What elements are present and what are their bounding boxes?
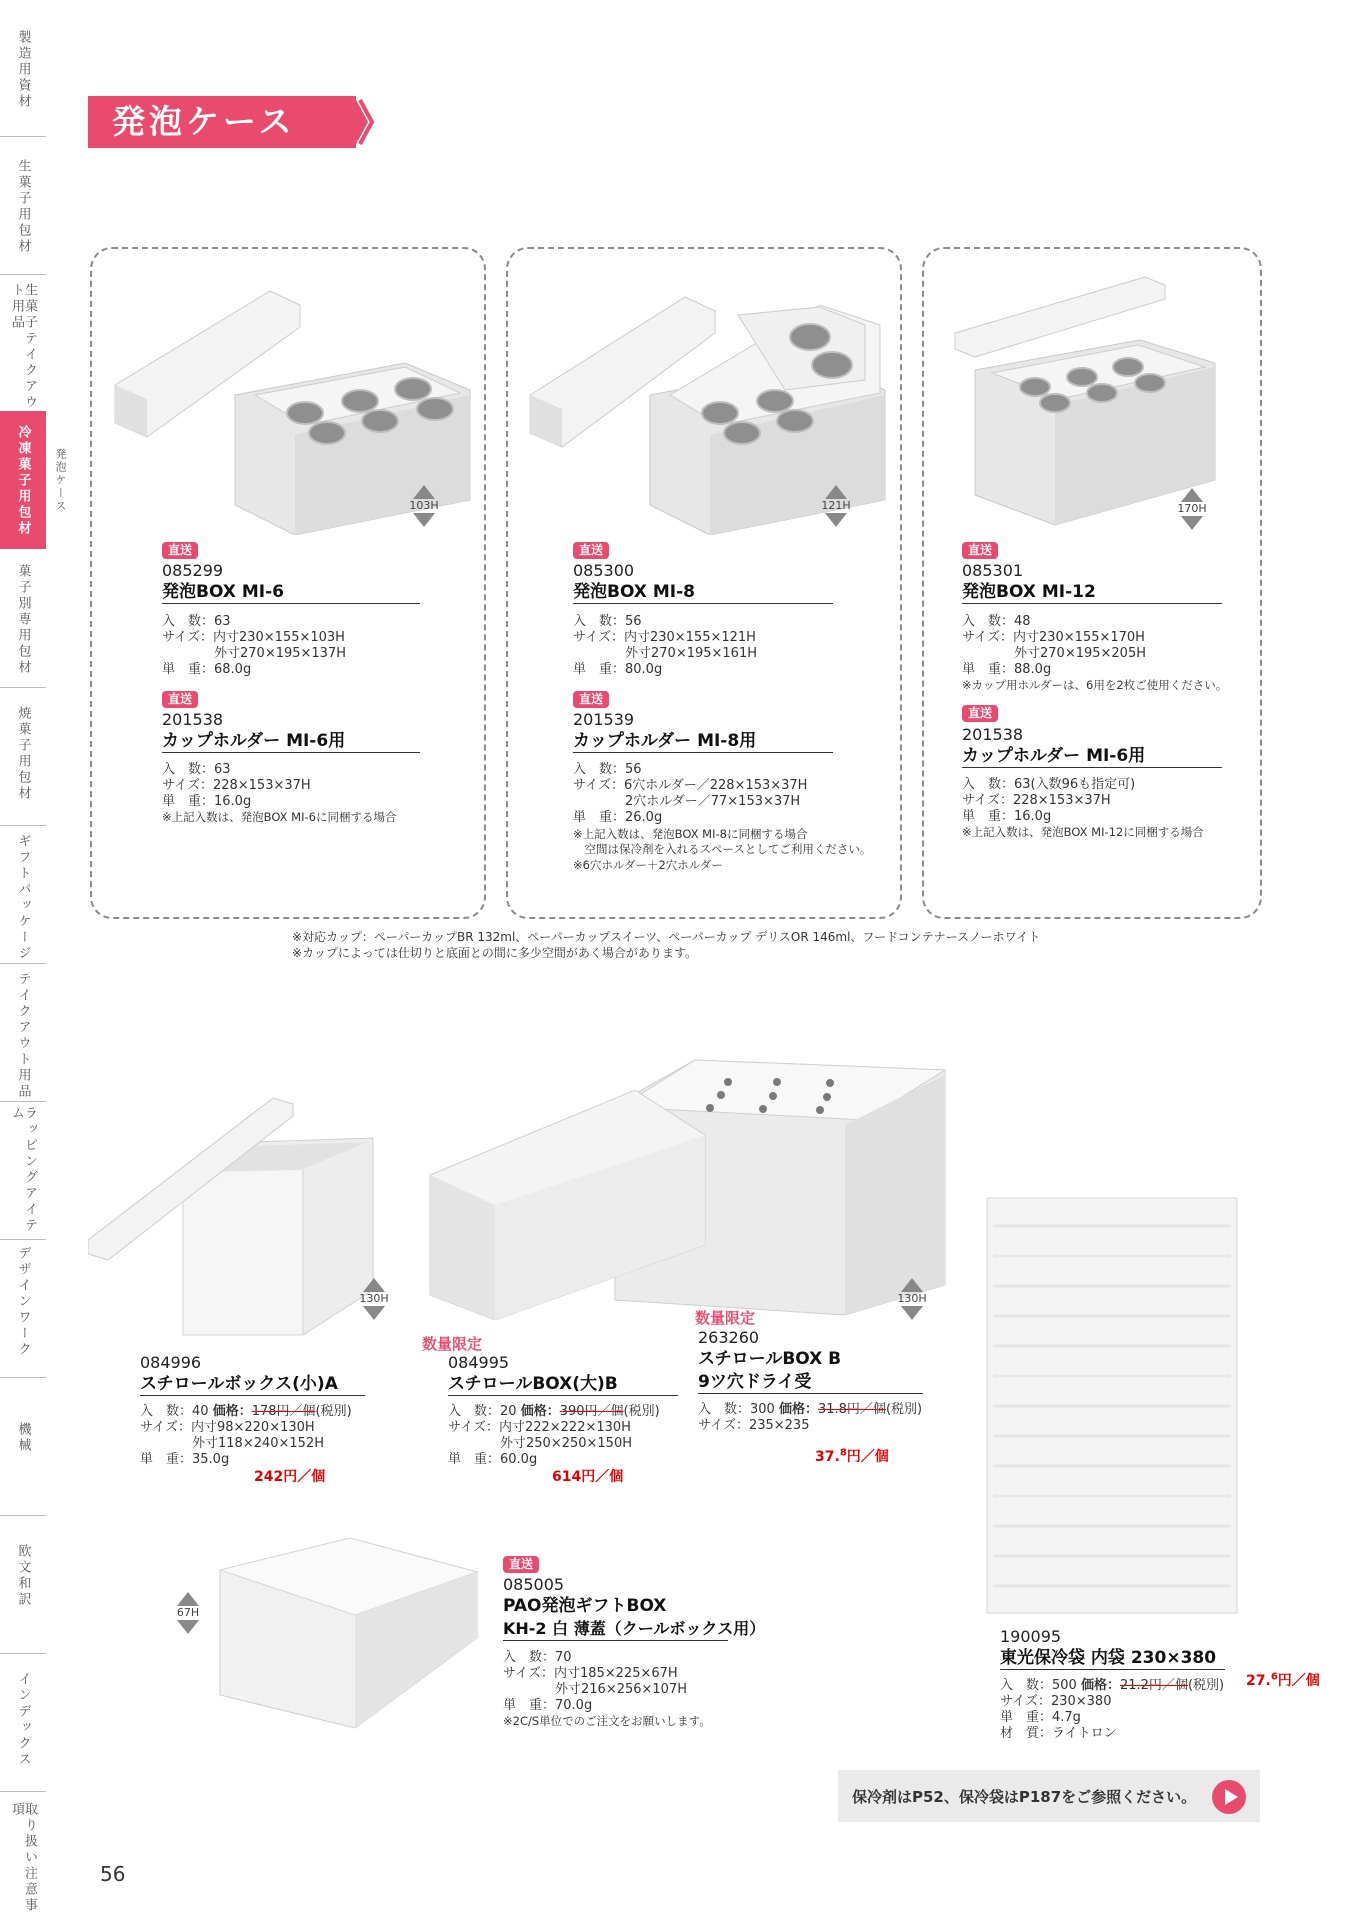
spec-line: 外寸216×256×107H — [503, 1682, 687, 1697]
limited-badge: 数量限定 — [695, 1309, 756, 1327]
sidebar-item-machine[interactable]: 機械 — [15, 1422, 31, 1454]
sidebar-item-special[interactable]: 菓子別専用包材 — [15, 564, 31, 676]
spec-line: 単 重：16.0g — [962, 809, 1052, 824]
spec-line: 単 重：70.0g — [503, 1698, 593, 1713]
sidebar-item-index[interactable]: インデックス — [15, 1672, 31, 1768]
product-name: スチロールBOX B — [698, 1349, 842, 1369]
page-title: 発泡ケース — [112, 102, 296, 141]
spec-line: サイズ：228×153×37H — [962, 793, 1111, 808]
height-indicator-pao: 67H — [164, 1592, 212, 1634]
spec-line: 入 数：300 価格：31.8円／個(税別) — [698, 1402, 923, 1417]
spec-line: 2穴ホルダー／77×153×37H — [573, 794, 801, 809]
product-name: スチロールボックス(小)A — [140, 1374, 365, 1396]
arrow-up-icon — [901, 1278, 923, 1292]
note-line: ※上記入数は、発泡BOX MI-8に同梱する場合 — [573, 827, 808, 841]
styrofoam-box-large-image — [425, 1045, 950, 1320]
direct-ship-tag: 直送 — [962, 705, 998, 722]
arrow-down-icon — [1181, 516, 1203, 530]
spec-line: サイズ：6穴ホルダー／228×153×37H — [573, 778, 808, 793]
price-new: 37.$^8$円／個 — [815, 1447, 889, 1465]
sidebar-item-manufacturing[interactable]: 製造用資材 — [15, 30, 31, 110]
price-new: 614円／個 — [552, 1469, 624, 1485]
product-name-line2: 9ツ穴ドライ受 — [698, 1372, 923, 1394]
spec-line: 入 数：500 価格：21.2円／個(税別) — [1000, 1678, 1225, 1693]
direct-ship-tag: 直送 — [573, 542, 609, 559]
sidebar-item-frozen[interactable]: 冷凍菓子用包材 — [0, 411, 46, 549]
product-name: 東光保冷袋 内袋 230×380 — [1000, 1648, 1225, 1670]
spec-line: 単 重：26.0g — [573, 810, 663, 825]
spec-line: サイズ：内寸230×155×103H — [162, 630, 345, 645]
direct-ship-tag: 直送 — [573, 691, 609, 708]
height-indicator-mi6: 103H — [400, 485, 448, 527]
product-code: 201538 — [962, 725, 1024, 744]
footnote: ※カップによっては仕切りと底面との間に多少空間があく場合があります。 — [292, 946, 697, 960]
product-code: 201538 — [162, 710, 224, 729]
product-name: カップホルダー MI-8用 — [573, 731, 833, 753]
height-indicator-dry: 130H — [888, 1278, 936, 1320]
spec-line: 入 数：56 — [573, 762, 642, 777]
price-new: 242円／個 — [254, 1469, 326, 1485]
styrofoam-box-small-image — [88, 1090, 388, 1340]
pao-gift-box-image — [215, 1530, 480, 1730]
product-name: カップホルダー MI-6用 — [962, 746, 1222, 768]
height-indicator-mi8: 121H — [812, 485, 860, 527]
spec-line: 単 重：80.0g — [573, 662, 663, 677]
direct-ship-tag: 直送 — [503, 1556, 539, 1573]
spec-line: 材 質：ライトロン — [1000, 1726, 1117, 1741]
spec-line: サイズ：228×153×37H — [162, 778, 311, 793]
sidebar-item-glossary[interactable]: 欧文和訳 — [15, 1544, 31, 1608]
direct-ship-tag: 直送 — [162, 691, 198, 708]
price-new: 27.$^6$円／個 — [1246, 1671, 1320, 1689]
product-name-line2: KH-2 白 薄蓋（クールボックス用） — [503, 1619, 728, 1641]
spec-line: サイズ：内寸230×155×170H — [962, 630, 1145, 645]
spec-line: 入 数：20 価格：390円／個(税別) — [448, 1404, 660, 1419]
sidebar-item-design[interactable]: デザインワーク — [15, 1246, 31, 1358]
cooler-bag-image — [985, 1196, 1240, 1616]
product-code: 085005 — [503, 1575, 565, 1594]
arrow-up-icon — [413, 485, 435, 499]
arrow-up-icon — [825, 485, 847, 499]
product-code: 084996 — [140, 1353, 202, 1372]
note-line: ※カップ用ホルダーは、6用を2枚ご使用ください。 — [962, 678, 1228, 692]
spec-line: 入 数：63(入数96も指定可) — [962, 777, 1136, 792]
sidebar-item-wrapping[interactable]: ラッピングアイテム — [9, 1106, 37, 1234]
chevron-right-icon — [340, 96, 378, 148]
sidebar-item-caution[interactable]: 取り扱い注意事項 — [9, 1802, 37, 1914]
product-name: 発泡BOX MI-12 — [962, 582, 1222, 604]
arrow-down-icon — [825, 513, 847, 527]
product-name: 発泡BOX MI-6 — [162, 582, 420, 604]
product-name: PAO発泡ギフトBOX — [503, 1596, 667, 1616]
arrow-up-icon — [363, 1278, 385, 1292]
spec-line: 単 重：60.0g — [448, 1452, 538, 1467]
arrow-up-icon — [1181, 488, 1203, 502]
direct-ship-tag: 直送 — [162, 542, 198, 559]
spec-line: サイズ：内寸98×220×130H — [140, 1420, 315, 1435]
product-code: 190095 — [1000, 1627, 1062, 1646]
spec-line: サイズ：内寸230×155×121H — [573, 630, 756, 645]
spec-line: 外寸270×195×205H — [962, 646, 1146, 661]
spec-line: 外寸250×250×150H — [448, 1436, 632, 1451]
product-code: 201539 — [573, 710, 635, 729]
sidebar-item-namagashi-takeout[interactable]: 生菓子テイクアウト用品 — [9, 283, 37, 411]
spec-line: 入 数：56 — [573, 614, 642, 629]
notice-text: 保冷剤はP52、保冷袋はP187をご参照ください。 — [852, 1788, 1197, 1806]
product-code: 263260 — [698, 1328, 760, 1347]
limited-badge: 数量限定 — [422, 1335, 483, 1353]
spec-line: 入 数：70 — [503, 1650, 572, 1665]
arrow-down-icon — [363, 1306, 385, 1320]
sidebar-item-gift[interactable]: ギフトパッケージ — [15, 834, 31, 962]
product-name: カップホルダー MI-6用 — [162, 731, 420, 753]
height-indicator-small: 130H — [350, 1278, 398, 1320]
arrow-down-icon — [177, 1620, 199, 1634]
page-number: 56 — [100, 1862, 126, 1886]
product-code: 085300 — [573, 561, 635, 580]
spec-line: サイズ：内寸185×225×67H — [503, 1666, 678, 1681]
direct-ship-tag: 直送 — [962, 542, 998, 559]
sidebar-item-takeout[interactable]: テイクアウト用品 — [15, 972, 31, 1100]
product-code: 084995 — [448, 1353, 510, 1372]
spec-line: 入 数：40 価格：178円／個(税別) — [140, 1404, 352, 1419]
spec-line: サイズ：230×380 — [1000, 1694, 1112, 1709]
spec-line: 外寸270×195×137H — [162, 646, 346, 661]
product-name: スチロールBOX(大)B — [448, 1374, 678, 1396]
product-name: 発泡BOX MI-8 — [573, 582, 833, 604]
spec-line: 単 重：68.0g — [162, 662, 252, 677]
arrow-down-icon — [901, 1306, 923, 1320]
note-line: 空間は保冷剤を入れるスペースとしてご利用ください。 — [573, 842, 872, 856]
height-indicator-mi12: 170H — [1168, 488, 1216, 530]
footnote: ※対応カップ：ペーパーカップBR 132ml、ペーパーカップスイーツ、ペーパーカップ デリスOR 146ml、フードコンテナースノーホワイト — [292, 930, 1041, 944]
play-arrow-icon[interactable] — [1212, 1780, 1246, 1814]
spec-line: 単 重：4.7g — [1000, 1710, 1081, 1725]
arrow-down-icon — [413, 513, 435, 527]
sidebar-item-namagashi[interactable]: 生菓子用包材 — [15, 159, 31, 255]
spec-line: サイズ：内寸222×222×130H — [448, 1420, 631, 1435]
spec-line: サイズ：235×235 — [698, 1418, 810, 1433]
spec-line: 外寸270×195×161H — [573, 646, 757, 661]
spec-line: 入 数：63 — [162, 762, 231, 777]
category-sidebar — [0, 0, 46, 1920]
note-line: ※上記入数は、発泡BOX MI-12に同梱する場合 — [962, 825, 1204, 839]
spec-line: 入 数：48 — [962, 614, 1031, 629]
note-line: ※上記入数は、発泡BOX MI-6に同梱する場合 — [162, 810, 397, 824]
note-line: ※2C/S単位でのご注文をお願いします。 — [503, 1714, 711, 1728]
spec-line: 単 重：16.0g — [162, 794, 252, 809]
spec-line: 入 数：63 — [162, 614, 231, 629]
spec-line: 単 重：88.0g — [962, 662, 1052, 677]
product-code: 085301 — [962, 561, 1024, 580]
subcategory-label: 発泡ケース — [54, 448, 67, 513]
arrow-up-icon — [177, 1592, 199, 1606]
spec-line: 単 重：35.0g — [140, 1452, 230, 1467]
note-line: ※6穴ホルダー＋2穴ホルダー — [573, 858, 723, 872]
sidebar-item-yakigashi[interactable]: 焼菓子用包材 — [15, 706, 31, 802]
spec-line: 外寸118×240×152H — [140, 1436, 324, 1451]
product-code: 085299 — [162, 561, 224, 580]
